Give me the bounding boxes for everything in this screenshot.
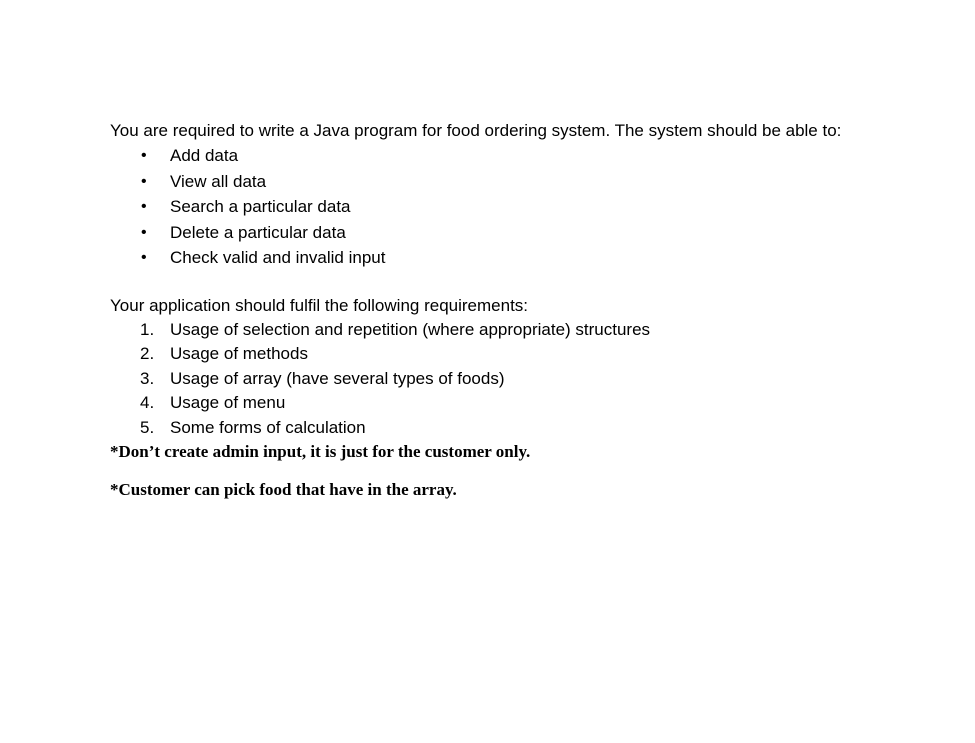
list-item <box>110 342 870 367</box>
requirements-heading: Your application should fulfil the following requirements: <box>110 295 529 315</box>
bullet-icon: • <box>141 198 147 215</box>
bullet-icon: • <box>141 172 147 190</box>
bullet-icon: • <box>141 147 147 164</box>
list-number: 4. <box>140 393 155 412</box>
list-item <box>110 416 870 441</box>
list-item <box>110 194 870 220</box>
capability-text: Check valid and invalid input <box>170 248 386 267</box>
list-item <box>110 220 870 246</box>
list-item <box>110 318 870 343</box>
document-body <box>110 118 870 502</box>
requirement-text: Usage of selection and repetition (where appropriate) structures <box>170 319 651 339</box>
list-item <box>110 169 870 195</box>
list-number: 2. <box>140 344 155 363</box>
capability-text: Delete a particular data <box>170 222 346 242</box>
note-customer-pick: *Customer can pick food that have in the array. <box>110 480 457 499</box>
requirement-text: Usage of methods <box>170 344 308 363</box>
bullet-icon: • <box>141 249 147 266</box>
requirements-list <box>110 318 870 441</box>
list-item <box>110 143 870 169</box>
list-number: 3. <box>140 368 155 388</box>
list-item <box>110 367 870 392</box>
intro-text: You are required to write a Java program for food ordering system. The system should be able to: <box>110 121 842 140</box>
paragraph-spacer <box>110 271 870 294</box>
list-number: 5. <box>140 417 155 437</box>
note-admin-input: *Don’t create admin input, it is just for the customer only. <box>110 442 531 461</box>
capability-text: View all data <box>170 171 267 191</box>
requirement-text: Usage of array (have several types of foods) <box>170 368 505 388</box>
capability-text: Search a particular data <box>170 197 351 216</box>
intro-paragraph <box>110 118 870 143</box>
list-item <box>110 245 870 271</box>
requirement-text: Some forms of calculation <box>170 417 366 437</box>
capability-text: Add data <box>170 146 239 165</box>
list-item <box>110 391 870 416</box>
requirement-text: Usage of menu <box>170 393 286 412</box>
bullet-icon: • <box>141 223 147 241</box>
list-number: 1. <box>140 319 155 339</box>
capabilities-list <box>110 143 870 271</box>
